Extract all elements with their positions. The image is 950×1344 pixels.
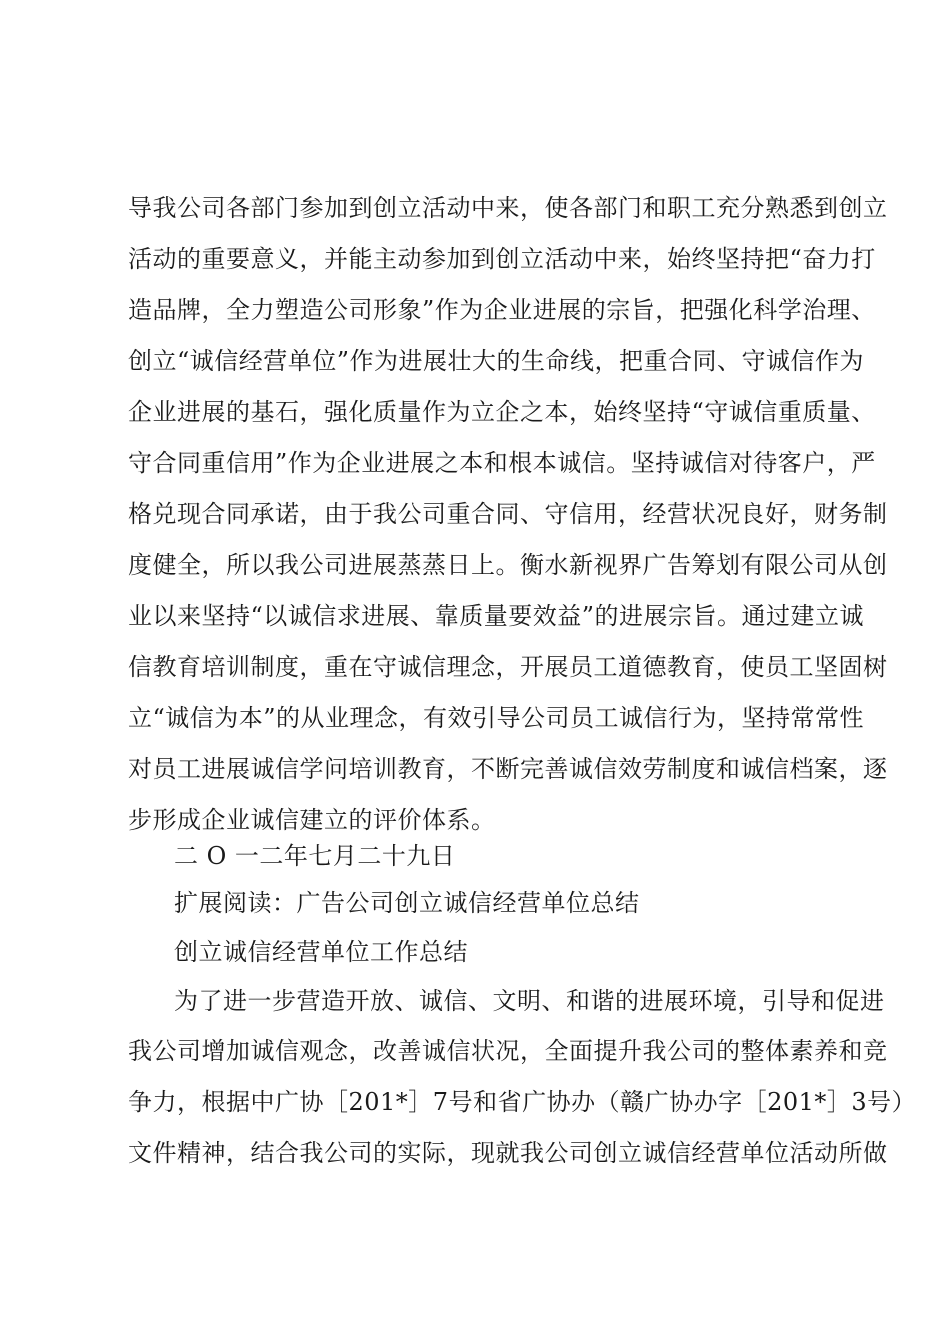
paragraph-line: 导我公司各部门参加到创立活动中来，使各部门和职工充分熟悉到创立 (128, 194, 888, 222)
paragraph-line: 为了进一步营造开放、诚信、文明、和谐的进展环境，引导和促进 (174, 987, 885, 1015)
paragraph-line: 立“诚信为本”的从业理念，有效引导公司员工诚信行为，坚持常常性 (128, 704, 865, 732)
section-title: 创立诚信经营单位工作总结 (174, 938, 468, 966)
paragraph-line: 活动的重要意义，并能主动参加到创立活动中来，始终坚持把“奋力打 (128, 245, 876, 273)
paragraph-line: 度健全，所以我公司进展蒸蒸日上。衡水新视界广告筹划有限公司从创 (128, 551, 888, 579)
paragraph-line: 造品牌，全力塑造公司形象”作为企业进展的宗旨，把强化科学治理、 (128, 296, 876, 324)
paragraph-line: 信教育培训制度，重在守诚信理念，开展员工道德教育，使员工坚固树 (128, 653, 888, 681)
paragraph-line: 争力，根据中广协［201*］7号和省广协办（赣广协办字［201*］3号） (128, 1088, 917, 1116)
paragraph-line: 我公司增加诚信观念，改善诚信状况，全面提升我公司的整体素养和竞 (128, 1037, 888, 1065)
paragraph-line: 步形成企业诚信建立的评价体系。 (128, 806, 496, 834)
extended-reading-heading: 扩展阅读：广告公司创立诚信经营单位总结 (174, 889, 640, 917)
paragraph-line: 创立“诚信经营单位”作为进展壮大的生命线，把重合同、守诚信作为 (128, 347, 865, 375)
paragraph-line: 业以来坚持“以诚信求进展、靠质量要效益”的进展宗旨。通过建立诚 (128, 602, 865, 630)
paragraph-line: 对员工进展诚信学问培训教育，不断完善诚信效劳制度和诚信档案，逐 (128, 755, 888, 783)
paragraph-line: 格兑现合同承诺，由于我公司重合同、守信用，经营状况良好，财务制 (128, 500, 888, 528)
paragraph-line: 文件精神，结合我公司的实际，现就我公司创立诚信经营单位活动所做 (128, 1139, 888, 1167)
paragraph-line: 企业进展的基石，强化质量作为立企之本，始终坚持“守诚信重质量、 (128, 398, 876, 426)
document-date: 二 O 一二年七月二十九日 (174, 842, 456, 870)
paragraph-line: 守合同重信用”作为企业进展之本和根本诚信。坚持诚信对待客户，严 (128, 449, 876, 477)
